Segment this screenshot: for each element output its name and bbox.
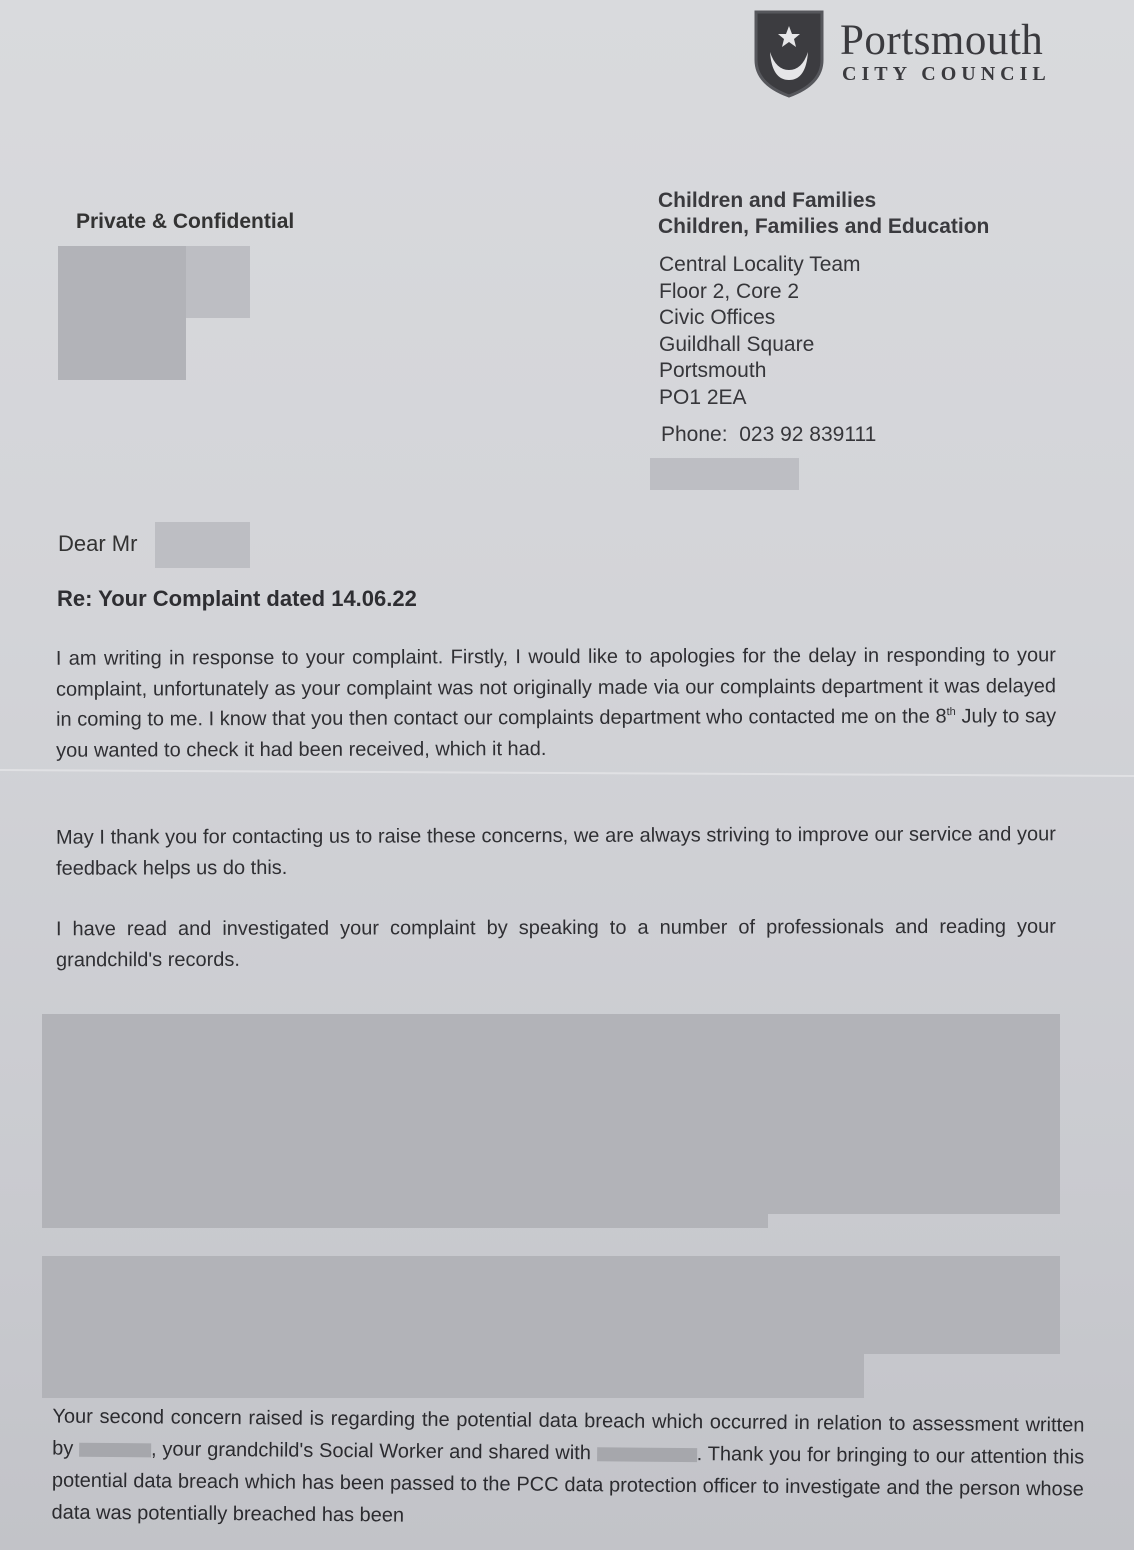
department-line-2: Children, Families and Education [658, 215, 990, 238]
paragraph-4 [51, 1400, 1084, 1537]
paragraph-2: May I thank you for contacting us to raise these concerns, we are always striving to improve our service and your feedback helps us do this. [55, 823, 1056, 880]
sender-address [659, 252, 861, 411]
paper-fold [0, 769, 1134, 777]
address-team: Central Locality Team [659, 253, 861, 276]
paragraph-1-text-a: I am writing in response to your complaint. Firstly, I would like to apologies for the delay in responding to your complaint, unfortunately as your complaint was not originally made via our complaints department it was delayed in coming to me. I know that you then contact our complaints department who contacted me on the 8 [55, 644, 1056, 731]
redacted-date [650, 458, 799, 490]
paragraph-4-text-b: , your grandchild's Social Worker and shared with [150, 1438, 592, 1465]
address-city: Portsmouth [659, 359, 767, 382]
ordinal-suffix: th [946, 705, 956, 718]
paragraph-4-text-c: . Thank you for bringing to our attention this potential data breach which has been passed to the PCC data protection officer to investigate and the person whose data was potentially breached has been [51, 1443, 1085, 1527]
redacted-social-worker-name [79, 1442, 151, 1457]
paragraph-1 [56, 640, 1056, 765]
letter-subject: Re: Your Complaint dated 14.06.22 [57, 586, 417, 611]
address-floor: Floor 2, Core 2 [659, 279, 800, 303]
council-crest-shield-icon [752, 8, 826, 98]
brand-subtitle: CITY COUNCIL [842, 63, 1051, 85]
redacted-recipient-address [58, 246, 186, 380]
address-postcode: PO1 2EA [659, 385, 747, 409]
phone-line [661, 423, 876, 447]
redacted-recipient-name [155, 522, 250, 568]
department-block [658, 188, 989, 240]
redacted-paragraph-1 [42, 1014, 1060, 1214]
redacted-recipient-address-extra [186, 246, 250, 318]
council-logo [752, 8, 1092, 100]
paragraph-4-text-a: Your second concern raised is regarding the potential data breach which occurred in relation to assessment written by [52, 1405, 1085, 1460]
redacted-recipient-name-inline [597, 1447, 697, 1462]
phone-label: Phone: [661, 423, 728, 446]
phone-number: 023 92 839111 [739, 423, 877, 446]
confidential-label: Private & Confidential [76, 210, 295, 233]
redacted-paragraph-2 [42, 1256, 1060, 1354]
address-street: Guildhall Square [659, 332, 815, 356]
salutation: Dear Mr [58, 531, 138, 556]
redacted-paragraph-1-tail [42, 1214, 768, 1228]
department-line-1: Children and Families [658, 189, 877, 212]
brand-name: Portsmouth [840, 17, 1044, 64]
paragraph-1-text-b: July to say you wanted to check it had been received, which it had. [56, 705, 1057, 762]
paragraph-3: I have read and investigated your complaint by speaking to a number of professionals and reading your grandchild's records. [55, 915, 1056, 971]
address-building: Civic Offices [659, 306, 776, 329]
redacted-paragraph-2-tail [42, 1354, 864, 1398]
